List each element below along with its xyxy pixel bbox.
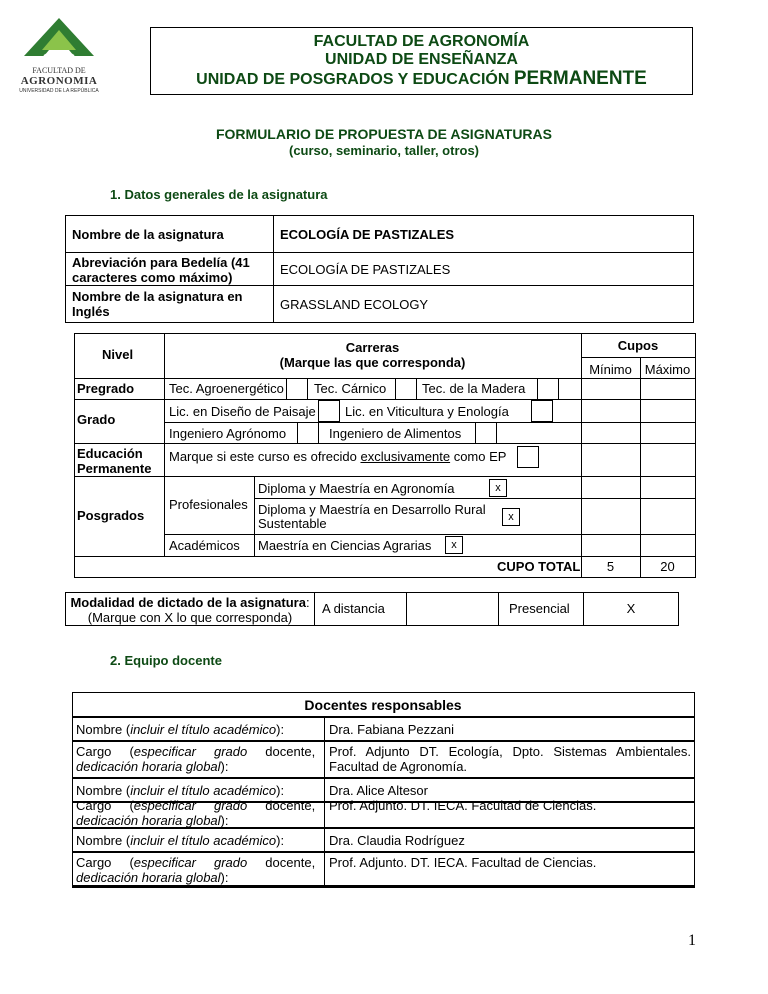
lic-viticultura-label: Lic. en Viticultura y Enología bbox=[345, 404, 509, 419]
docente-2-nombre: Dra. Alice Altesor bbox=[329, 783, 428, 798]
tec-madera-label: Tec. de la Madera bbox=[422, 381, 526, 396]
nombre-b: ): bbox=[276, 783, 285, 798]
ing-alimentos-label: Ingeniero de Alimentos bbox=[329, 426, 462, 441]
ep-checkbox[interactable] bbox=[517, 446, 539, 468]
cargo-i1: especificar grado bbox=[133, 798, 248, 813]
header-title-3a: UNIDAD DE POSGRADOS Y EDUCACIÓN bbox=[196, 71, 514, 88]
maximo-header: Máximo bbox=[644, 362, 691, 377]
nombre-i: incluir el título académico bbox=[130, 722, 277, 737]
ing-agronomo-label: Ingeniero Agrónomo bbox=[169, 426, 287, 441]
nombre-label-1 bbox=[76, 722, 284, 737]
cargo-c: ): bbox=[220, 759, 229, 774]
logo-line-1: FACULTAD DE bbox=[32, 66, 86, 75]
profesionales-label: Profesionales bbox=[169, 497, 248, 512]
cargo-b: docente, bbox=[247, 798, 316, 813]
cargo-b: docente, bbox=[247, 855, 316, 870]
cargo-i2: dedicación horaria global bbox=[76, 813, 221, 828]
tec-agroenergetico-label: Tec. Agroenergético bbox=[169, 381, 284, 396]
ing-alimentos-checkbox[interactable] bbox=[475, 422, 497, 444]
diploma-rural-checkbox[interactable]: x bbox=[502, 508, 520, 526]
maestria-cs-checkbox[interactable]: x bbox=[445, 536, 463, 554]
header-title-1: FACULTAD DE AGRONOMÍA bbox=[313, 33, 530, 50]
tec-agroenergetico-checkbox[interactable] bbox=[286, 378, 308, 400]
docente-3-cargo: Prof. Adjunto. DT. IECA. Facultad de Ciencias. bbox=[329, 855, 597, 870]
cargo-a: Cargo ( bbox=[76, 744, 134, 759]
nombre-label-2 bbox=[76, 783, 284, 798]
cargo-a: Cargo ( bbox=[76, 855, 134, 870]
nivel-header: Nivel bbox=[102, 347, 134, 362]
course-name-value: ECOLOGÍA DE PASTIZALES bbox=[280, 227, 455, 242]
logo-line-3: UNIVERSIDAD DE LA REPÚBLICA bbox=[19, 88, 99, 94]
nombre-a: Nombre ( bbox=[76, 783, 131, 798]
cupo-min-value: 5 bbox=[606, 559, 615, 574]
nombre-i: incluir el título académico bbox=[130, 783, 277, 798]
pregrado-label: Pregrado bbox=[77, 381, 135, 396]
diploma-agro-checkbox[interactable]: x bbox=[489, 479, 507, 497]
tec-carnico-checkbox[interactable] bbox=[395, 378, 417, 400]
cargo-i2: dedicación horaria global bbox=[76, 759, 221, 774]
presencial-label: Presencial bbox=[509, 601, 570, 616]
cupo-total-label: CUPO TOTAL bbox=[497, 559, 581, 574]
maestria-cs-label: Maestría en Ciencias Agrarias bbox=[258, 538, 432, 553]
docente-1-nombre: Dra. Fabiana Pezzani bbox=[329, 722, 455, 737]
carreras-subheader: (Marque las que corresponda) bbox=[279, 355, 466, 370]
posgrados-label: Posgrados bbox=[77, 508, 145, 523]
nombre-b: ): bbox=[276, 833, 285, 848]
tec-madera-checkbox[interactable] bbox=[537, 378, 559, 400]
cargo-c: ): bbox=[220, 813, 229, 828]
distancia-label: A distancia bbox=[322, 601, 385, 616]
presencial-mark[interactable]: X bbox=[626, 601, 636, 616]
cargo-label-2 bbox=[76, 798, 324, 828]
leaf-logo-icon bbox=[14, 16, 104, 66]
diploma-agro-label: Diploma y Maestría en Agronomía bbox=[258, 481, 455, 496]
section1-heading: 1. Datos generales de la asignatura bbox=[110, 187, 328, 202]
minimo-header: Mínimo bbox=[589, 362, 632, 377]
course-english-value: GRASSLAND ECOLOGY bbox=[280, 297, 429, 312]
header-title-2: UNIDAD DE ENSEÑANZA bbox=[325, 51, 518, 68]
distancia-cell[interactable] bbox=[407, 593, 498, 625]
nombre-a: Nombre ( bbox=[76, 833, 131, 848]
form-subtitle: (curso, seminario, taller, otros) bbox=[289, 143, 479, 158]
lic-viticultura-checkbox[interactable] bbox=[531, 400, 553, 422]
ep-text-a: Marque si este curso es ofrecido bbox=[169, 449, 361, 464]
docente-3-nombre: Dra. Claudia Rodríguez bbox=[329, 833, 465, 848]
ep-text-b: como EP bbox=[450, 449, 507, 464]
cargo-label-3 bbox=[76, 855, 324, 885]
modalidad-colon: : bbox=[305, 595, 310, 610]
lic-paisaje-checkbox[interactable] bbox=[318, 400, 340, 422]
course-english-label: Nombre de la asignatura en Inglés bbox=[72, 289, 243, 319]
header-title-3b: PERMANENTE bbox=[513, 68, 647, 89]
cargo-i1: especificar grado bbox=[133, 855, 248, 870]
logo-line-2: AGRONOMIA bbox=[20, 75, 98, 87]
form-title: FORMULARIO DE PROPUESTA DE ASIGNATURAS bbox=[215, 126, 552, 142]
header-title-3 bbox=[150, 68, 693, 90]
modalidad-label-main: Modalidad de dictado de la asignatura bbox=[70, 595, 306, 610]
educacion-label-2: Permanente bbox=[77, 461, 152, 476]
cupo-max-value: 20 bbox=[660, 559, 675, 574]
nombre-a: Nombre ( bbox=[76, 722, 131, 737]
grado-label: Grado bbox=[77, 412, 116, 427]
section2-heading: 2. Equipo docente bbox=[110, 653, 222, 668]
page-number: 1 bbox=[688, 932, 696, 949]
faculty-logo bbox=[14, 16, 104, 96]
tec-carnico-label: Tec. Cárnico bbox=[314, 381, 387, 396]
cargo-c: ): bbox=[220, 870, 229, 885]
course-name-label: Nombre de la asignatura bbox=[72, 227, 224, 242]
lic-paisaje-label: Lic. en Diseño de Paisaje bbox=[169, 404, 316, 419]
course-abbrev-value: ECOLOGÍA DE PASTIZALES bbox=[280, 262, 451, 277]
educacion-label-1: Educación bbox=[77, 446, 143, 461]
cargo-a: Cargo ( bbox=[76, 798, 134, 813]
diploma-rural-label-2: Sustentable bbox=[258, 516, 327, 531]
docente-2-cargo: Prof. Adjunto. DT. IECA. Facultad de Ciencias. bbox=[329, 798, 597, 813]
ep-instruction bbox=[169, 449, 506, 464]
cargo-i1: especificar grado bbox=[133, 744, 248, 759]
cupos-header: Cupos bbox=[617, 338, 659, 353]
academicos-label: Académicos bbox=[169, 538, 240, 553]
docente-1-cargo: Prof. Adjunto DT. Ecología, Dpto. Sistemas Ambientales. Facultad de Agronomía. bbox=[329, 744, 691, 774]
docentes-table-title: Docentes responsables bbox=[304, 697, 462, 713]
course-abbrev-label: Abreviación para Bedelía (41 caracteres como máximo) bbox=[72, 255, 250, 285]
ing-agronomo-checkbox[interactable] bbox=[297, 422, 319, 444]
modalidad-sublabel: (Marque con X lo que corresponda) bbox=[87, 610, 293, 625]
carreras-header: Carreras bbox=[345, 340, 400, 355]
nombre-b: ): bbox=[276, 722, 285, 737]
diploma-rural-label-1: Diploma y Maestría en Desarrollo Rural bbox=[258, 502, 486, 517]
nombre-i: incluir el título académico bbox=[130, 833, 277, 848]
cargo-label-1 bbox=[76, 744, 324, 774]
modalidad-label bbox=[66, 595, 314, 610]
nombre-label-3 bbox=[76, 833, 284, 848]
ep-text-underline: exclusivamente bbox=[360, 449, 451, 464]
cargo-b: docente, bbox=[247, 744, 316, 759]
cargo-i2: dedicación horaria global bbox=[76, 870, 221, 885]
